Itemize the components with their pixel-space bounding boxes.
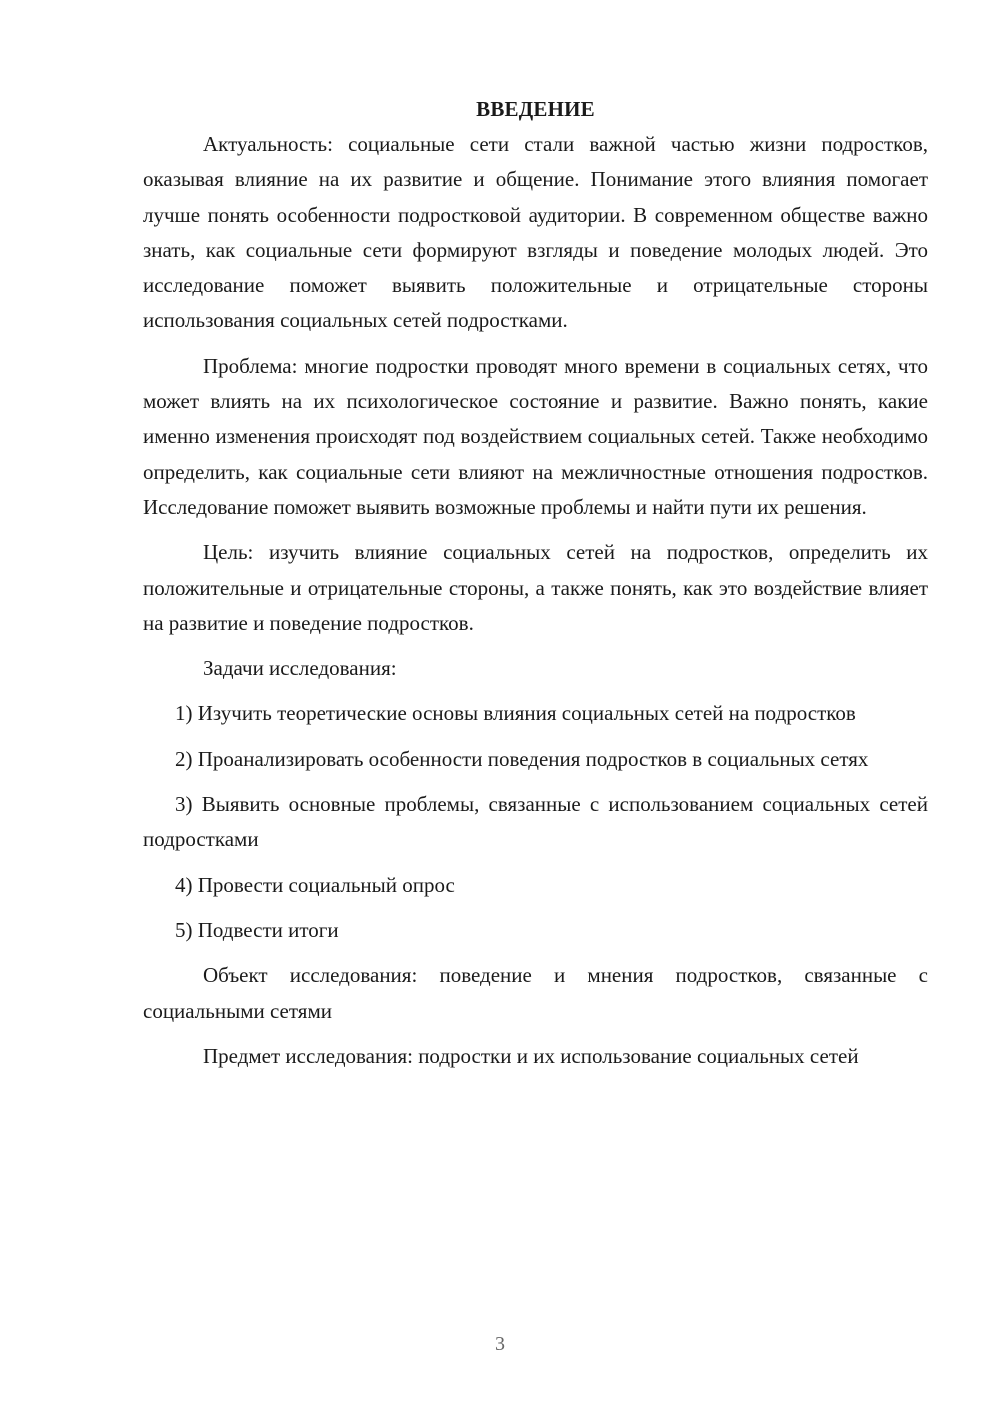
paragraph-subject: Предмет исследования: подростки и их использование социальных сетей: [203, 1043, 859, 1068]
paragraph-goal: Цель: изучить влияние социальных сетей на подростков, определить их положительные и отрицательные стороны, а также понять, как это воздействие влияет на развитие и поведение подростков.: [143, 540, 928, 635]
task-item-3: 3) Выявить основные проблемы, связанные с использованием социальных сетей подростками: [143, 792, 928, 852]
tasks-title: Задачи исследования:: [203, 656, 397, 681]
section-heading: ВВЕДЕНИЕ: [476, 97, 595, 121]
task-item-2: 2) Проанализировать особенности поведения подростков в социальных сетях: [175, 746, 869, 771]
document-page: [143, 92, 928, 1074]
paragraph-object: Объект исследования: поведение и мнения подростков, связанные с социальными сетями: [143, 963, 928, 1023]
task-item-1: 1) Изучить теоретические основы влияния социальных сетей на подростков: [175, 701, 856, 726]
task-item-5: 5) Подвести итоги: [175, 917, 339, 942]
paragraph-relevance: Актуальность: социальные сети стали важной частью жизни подростков, оказывая влияние на их развитие и общение. Понимание этого влияния помогает лучше понять особенности подростковой аудитории. В современном обществе важно знать, как социальные сети формируют взгляды и поведение молодых людей. Это исследование поможет выявить положительные и отрицательные стороны использования социальных сетей подростками.: [143, 132, 928, 333]
paragraph-problem: Проблема: многие подростки проводят много времени в социальных сетях, что может влиять на их психологическое состояние и развитие. Важно понять, какие именно изменения происходят под воздействием социальных сетей. Также необходимо определить, как социальные сети влияют на межличностные отношения подростков. Исследование поможет выявить возможные проблемы и найти пути их решения.: [143, 353, 928, 519]
task-item-4: 4) Провести социальный опрос: [175, 872, 455, 897]
page-number: 3: [495, 1333, 505, 1355]
